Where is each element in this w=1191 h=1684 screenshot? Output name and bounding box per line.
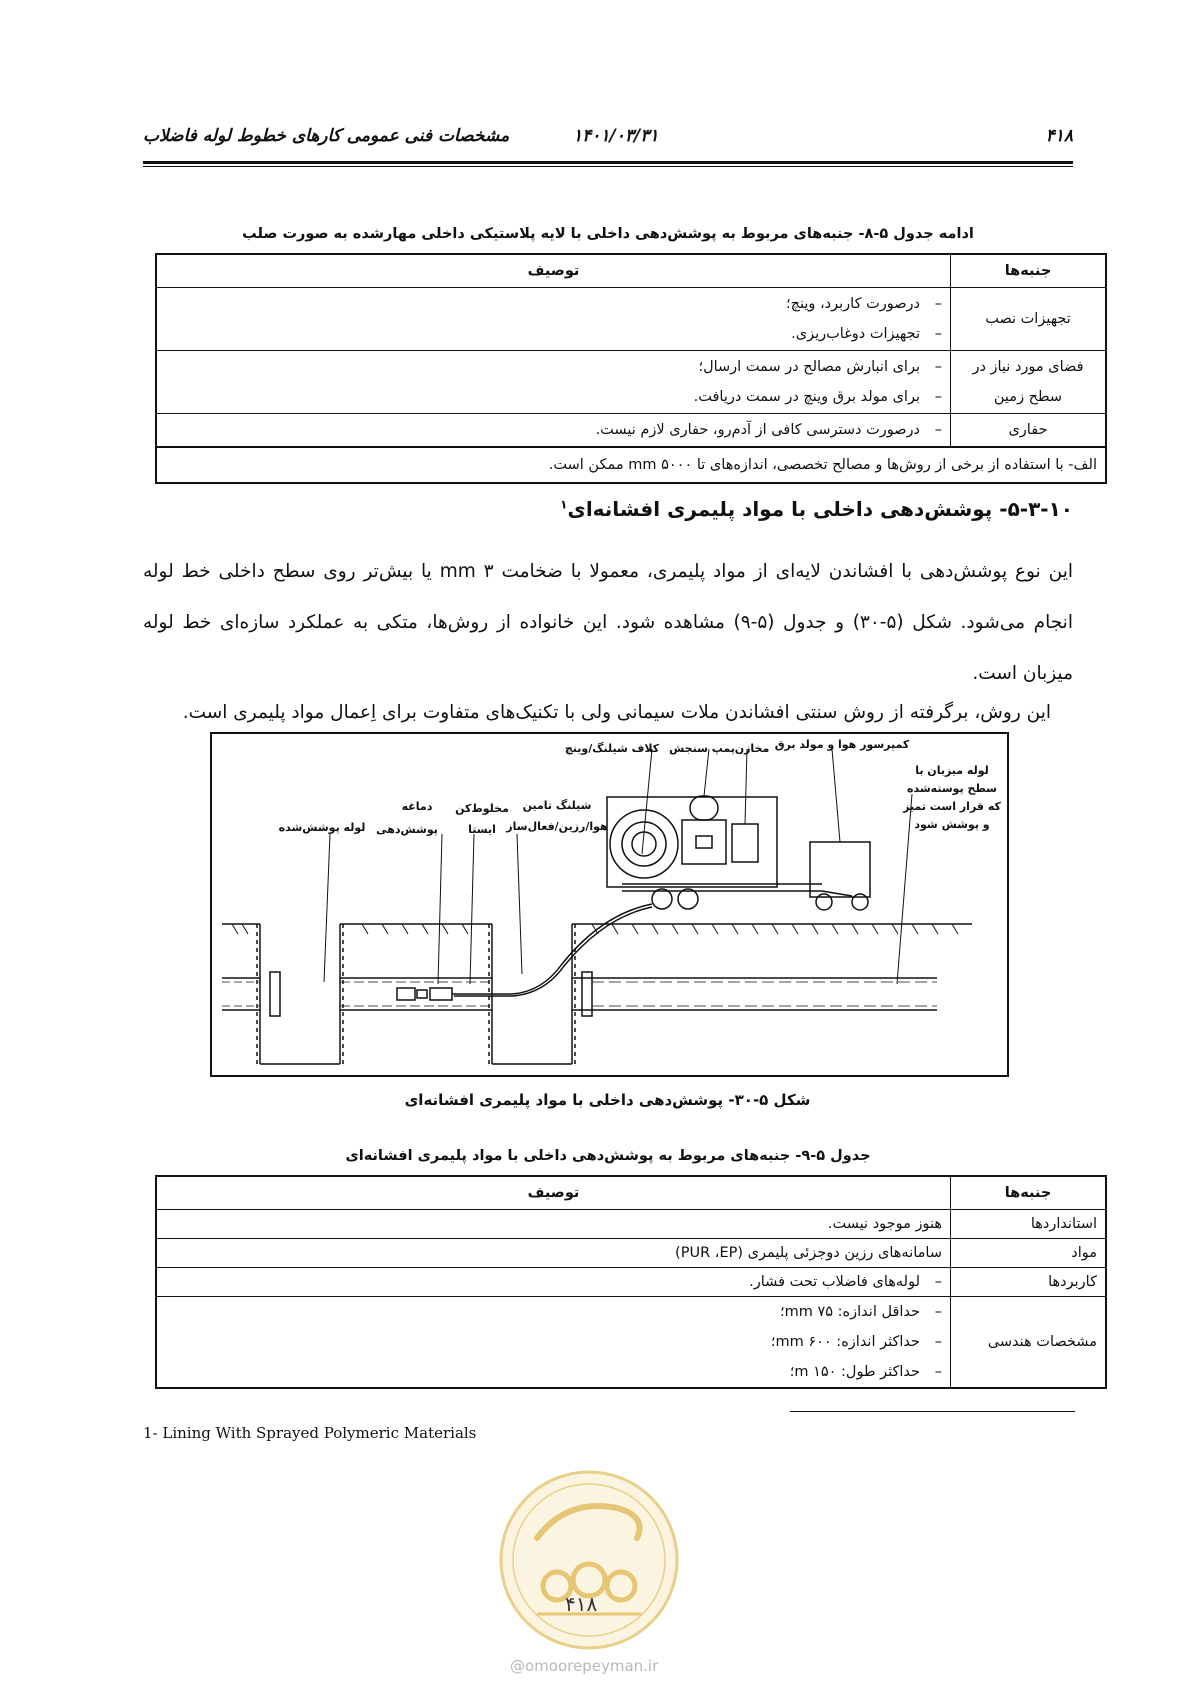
table1 bbox=[155, 253, 1107, 484]
table1-aspect: فضای مورد نیاز در سطح زمین bbox=[951, 351, 1107, 414]
table1-note: الف- با استفاده از برخی از روش‌ها و مصالح تخصصی، اندازه‌های تا ۵۰۰۰ mm ممکن است. bbox=[156, 447, 1106, 483]
label-head: پوشش‌دهی bbox=[376, 823, 438, 836]
header-rule-thin bbox=[143, 166, 1073, 167]
label-head: دماغه bbox=[401, 800, 433, 813]
header-page-number: ۴۱۸ bbox=[1045, 126, 1073, 146]
label-host-pipe: سطح پوسته‌شده bbox=[907, 782, 997, 795]
running-header bbox=[143, 126, 1073, 148]
table2-aspect: کاربردها bbox=[951, 1268, 1107, 1297]
table1-header-desc: توصیف bbox=[156, 254, 951, 288]
table1-header-aspect: جنبه‌ها bbox=[951, 254, 1107, 288]
list-item: حداقل اندازه: ۷۵ mm؛ bbox=[780, 1304, 920, 1320]
section-heading-text: ۵-۳-۱۰- پوشش‌دهی داخلی با مواد پلیمری افشانه‌ای bbox=[567, 497, 1073, 521]
table1-desc: –درصورت دسترسی کافی از آدم‌رو، حفاری لازم نیست. bbox=[156, 414, 951, 448]
table1-caption: ادامه جدول ۵-۸- جنبه‌های مربوط به پوشش‌دهی داخلی با لایه پلاستیکی داخلی مهارشده به صورت صلب bbox=[242, 226, 974, 242]
table-row bbox=[156, 447, 1106, 483]
figure-caption: شکل ۵-۳۰- پوشش‌دهی داخلی با مواد پلیمری افشانه‌ای bbox=[404, 1091, 811, 1109]
table-row bbox=[156, 351, 1106, 414]
footnote-ref: ۱ bbox=[560, 497, 568, 512]
paragraph: این نوع پوشش‌دهی با افشاندن لایه‌ای از مواد پلیمری، معمولا با ضخامت ۳ mm یا بیش‌تر روی سطح داخلی خط لوله انجام می‌شود. شکل (۵-۳۰) و جدول (۵-۹) مشاهده شود. این خانواده از روش‌ها، متکی به عملکرد سازه‌ای خط لوله میزبان است. bbox=[143, 561, 1073, 684]
header-rule bbox=[143, 161, 1073, 164]
table1-aspect: حفاری bbox=[951, 414, 1107, 448]
label-mixer: مخلوط‌کن bbox=[455, 802, 509, 815]
table2-desc: سامانه‌های رزین دوجزئی پلیمری (PUR ،EP) bbox=[156, 1239, 951, 1268]
table2-desc: –لوله‌های فاضلاب تحت فشار. bbox=[156, 1268, 951, 1297]
label-mixer: ایستا bbox=[468, 823, 496, 836]
watermark-seal-logo bbox=[497, 1468, 681, 1652]
label-host-pipe: که قرار است تمیز bbox=[903, 800, 1001, 813]
figure-diagram bbox=[210, 732, 1009, 1077]
table-row bbox=[156, 1297, 1106, 1389]
watermark-page-number: ۴۱۸ bbox=[565, 1592, 598, 1616]
table-row bbox=[156, 1239, 1106, 1268]
table2-caption: جدول ۵-۹- جنبه‌های مربوط به پوشش‌دهی داخلی با مواد پلیمری افشانه‌ای bbox=[345, 1148, 871, 1164]
paragraph: این روش، برگرفته از روش سنتی افشاندن ملات سیمانی ولی با تکنیک‌های متفاوت برای اِعمال مواد پلیمری است. bbox=[182, 702, 1051, 723]
table2-aspect: مشخصات هندسی bbox=[951, 1297, 1107, 1389]
table2 bbox=[155, 1175, 1107, 1389]
footnote: 1- Lining With Sprayed Polymeric Materials bbox=[143, 1424, 477, 1442]
list-item: درصورت کاربرد، وینچ؛ bbox=[785, 296, 920, 312]
label-hose: شیلنگ تامین bbox=[522, 799, 592, 812]
table-row bbox=[156, 1210, 1106, 1239]
table2-desc: –حداقل اندازه: ۷۵ mm؛ –حداکثر اندازه: ۶۰۰ mm؛ –حداکثر طول: ۱۵۰ m؛ bbox=[156, 1297, 951, 1389]
label-tanks: مخازن bbox=[734, 742, 770, 755]
table-row bbox=[156, 1268, 1106, 1297]
footnote-rule bbox=[790, 1411, 1075, 1412]
label-lined-pipe: لوله پوشش‌شده bbox=[278, 821, 366, 834]
table1-aspect: تجهیزات نصب bbox=[951, 288, 1107, 351]
watermark-site: @omoorepeyman.ir bbox=[510, 1657, 659, 1675]
label-pump: پمپ سنجش bbox=[669, 742, 735, 755]
header-date: ۱۴۰۱/۰۳/۳۱ bbox=[573, 126, 659, 146]
list-item: لوله‌های فاضلاب تحت فشار. bbox=[749, 1274, 920, 1290]
table1-desc: –برای انبارش مصالح در سمت ارسال؛ –برای مولد برق وینچ در سمت دریافت. bbox=[156, 351, 951, 414]
header-title: مشخصات فنی عمومی کارهای خطوط لوله فاضلاب bbox=[143, 126, 510, 146]
table2-header-desc: توصیف bbox=[156, 1176, 951, 1210]
label-host-pipe: و پوشش شود bbox=[914, 818, 990, 831]
label-reel: کلاف شیلنگ/وینچ bbox=[564, 742, 660, 755]
list-item: درصورت دسترسی کافی از آدم‌رو، حفاری لازم نیست. bbox=[595, 422, 920, 438]
table1-desc: –درصورت کاربرد، وینچ؛ –تجهیزات دوغاب‌ریزی. bbox=[156, 288, 951, 351]
list-item: برای مولد برق وینچ در سمت دریافت. bbox=[693, 389, 920, 405]
label-compressor: کمپرسور هوا و مولد برق bbox=[774, 738, 910, 751]
label-host-pipe: لوله میزبان با bbox=[915, 764, 989, 777]
table2-desc: هنوز موجود نیست. bbox=[156, 1210, 951, 1239]
table2-aspect: استانداردها bbox=[951, 1210, 1107, 1239]
list-item: حداکثر طول: ۱۵۰ m؛ bbox=[789, 1364, 920, 1380]
list-item: تجهیزات دوغاب‌ریزی. bbox=[791, 326, 920, 342]
list-item: برای انبارش مصالح در سمت ارسال؛ bbox=[698, 359, 920, 375]
section-heading bbox=[560, 497, 1073, 521]
table-row bbox=[156, 414, 1106, 448]
pipe-lining-diagram bbox=[212, 734, 1007, 1075]
list-item: حداکثر اندازه: ۶۰۰ mm؛ bbox=[770, 1334, 920, 1350]
label-hose: هوا/رزین/فعال‌ساز bbox=[506, 820, 608, 833]
table2-header-aspect: جنبه‌ها bbox=[951, 1176, 1107, 1210]
table-row bbox=[156, 288, 1106, 351]
table2-aspect: مواد bbox=[951, 1239, 1107, 1268]
